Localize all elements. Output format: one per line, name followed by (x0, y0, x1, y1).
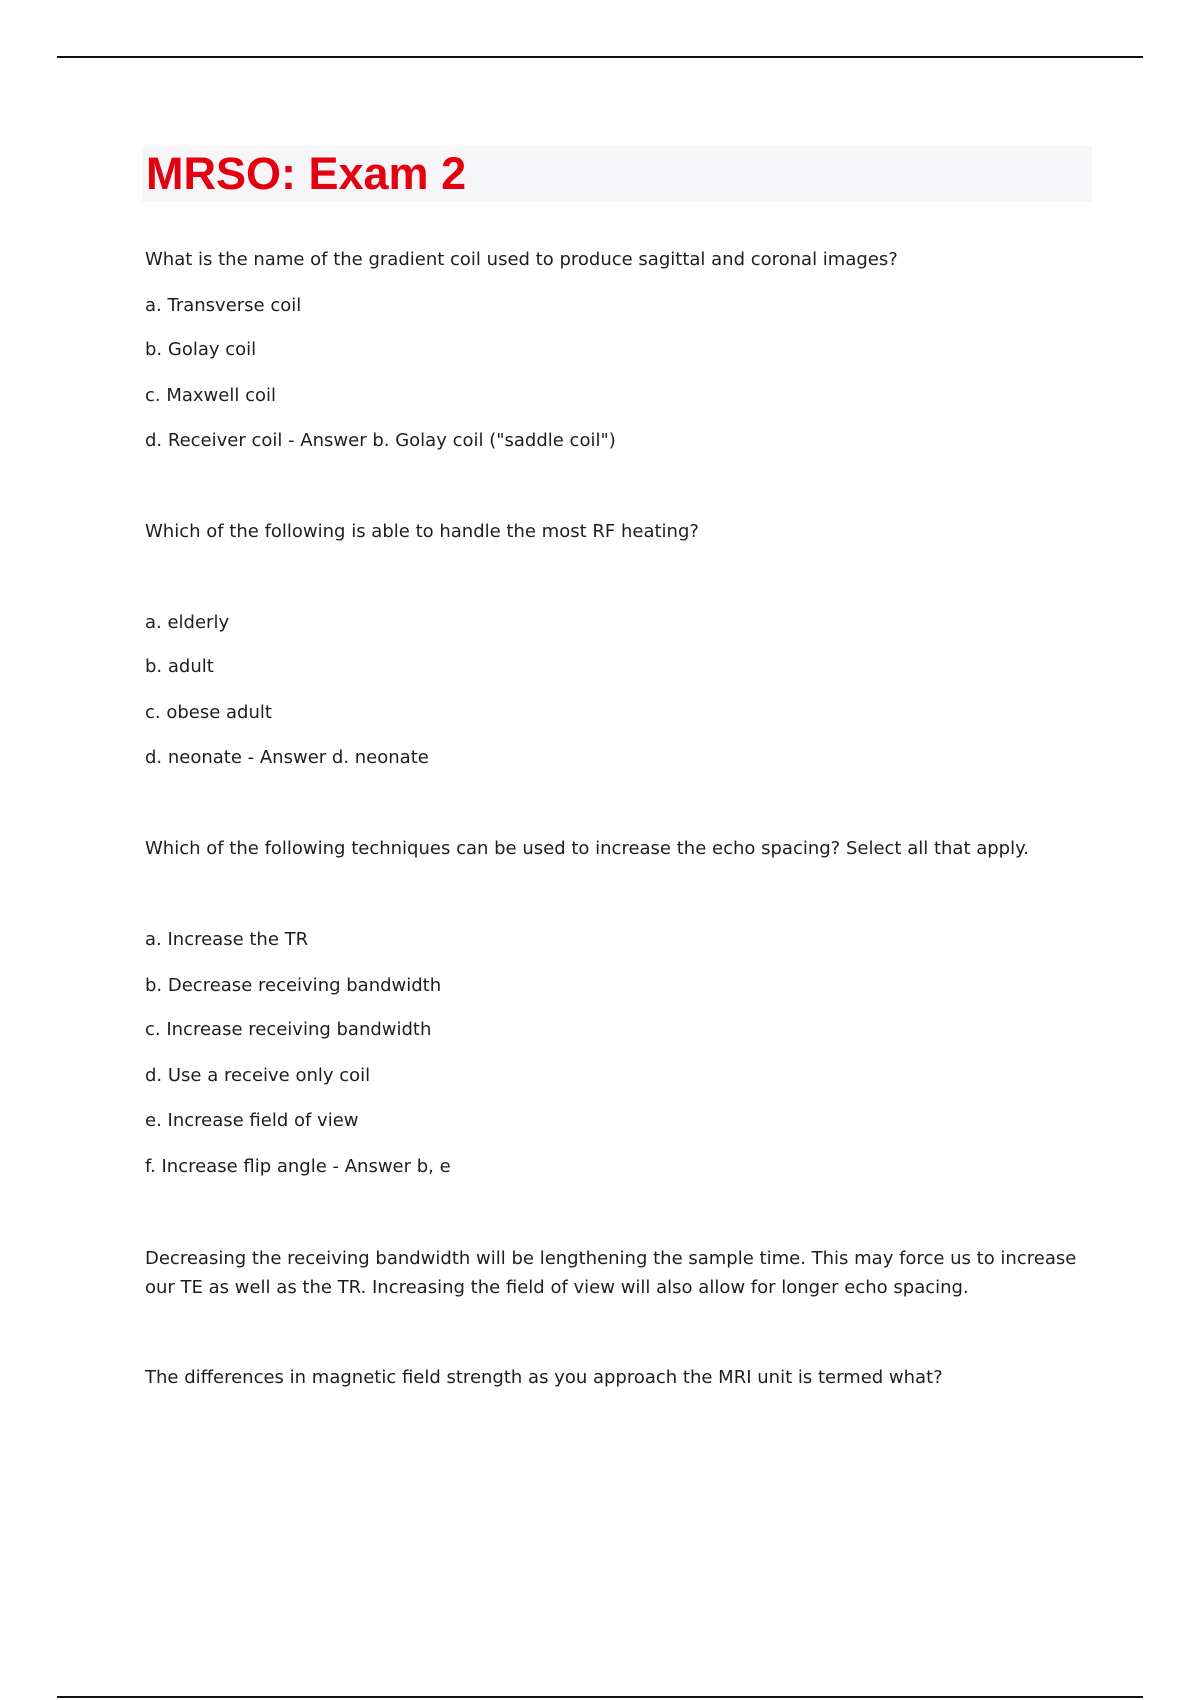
q2-option-b: b. adult (145, 656, 214, 677)
q2-option-d-answer: d. neonate - Answer d. neonate (145, 747, 429, 768)
question-3: Which of the following techniques can be used to increase the echo spacing? Select all that apply. (145, 838, 1029, 859)
q1-option-c: c. Maxwell coil (145, 385, 276, 406)
question-4: The differences in magnetic field strength as you approach the MRI unit is termed what? (145, 1367, 943, 1388)
q2-option-a: a. elderly (145, 612, 230, 633)
bottom-rule (57, 1696, 1143, 1698)
q3-option-a: a. Increase the TR (145, 929, 309, 950)
q3-explanation: Decreasing the receiving bandwidth will be lengthening the sample time. This may force us to increase our TE as well as the TR. Increasing the field of view will also allow for longer echo spacing. (145, 1248, 1077, 1298)
q3-option-d: d. Use a receive only coil (145, 1065, 371, 1086)
top-rule (57, 56, 1143, 58)
question-1: What is the name of the gradient coil used to produce sagittal and coronal images? (145, 249, 898, 270)
q3-option-f-answer: f. Increase flip angle - Answer b, e (145, 1156, 451, 1177)
q1-option-d-answer: d. Receiver coil - Answer b. Golay coil ("saddle coil") (145, 430, 616, 451)
q2-option-c: c. obese adult (145, 702, 272, 723)
question-2: Which of the following is able to handle the most RF heating? (145, 521, 699, 542)
q3-option-e: e. Increase field of view (145, 1110, 359, 1131)
document-title: MRSO: Exam 2 (146, 148, 467, 199)
q1-option-b: b. Golay coil (145, 339, 257, 360)
q3-option-b: b. Decrease receiving bandwidth (145, 975, 442, 996)
q1-option-a: a. Transverse coil (145, 295, 302, 316)
q3-option-c: c. Increase receiving bandwidth (145, 1019, 432, 1040)
